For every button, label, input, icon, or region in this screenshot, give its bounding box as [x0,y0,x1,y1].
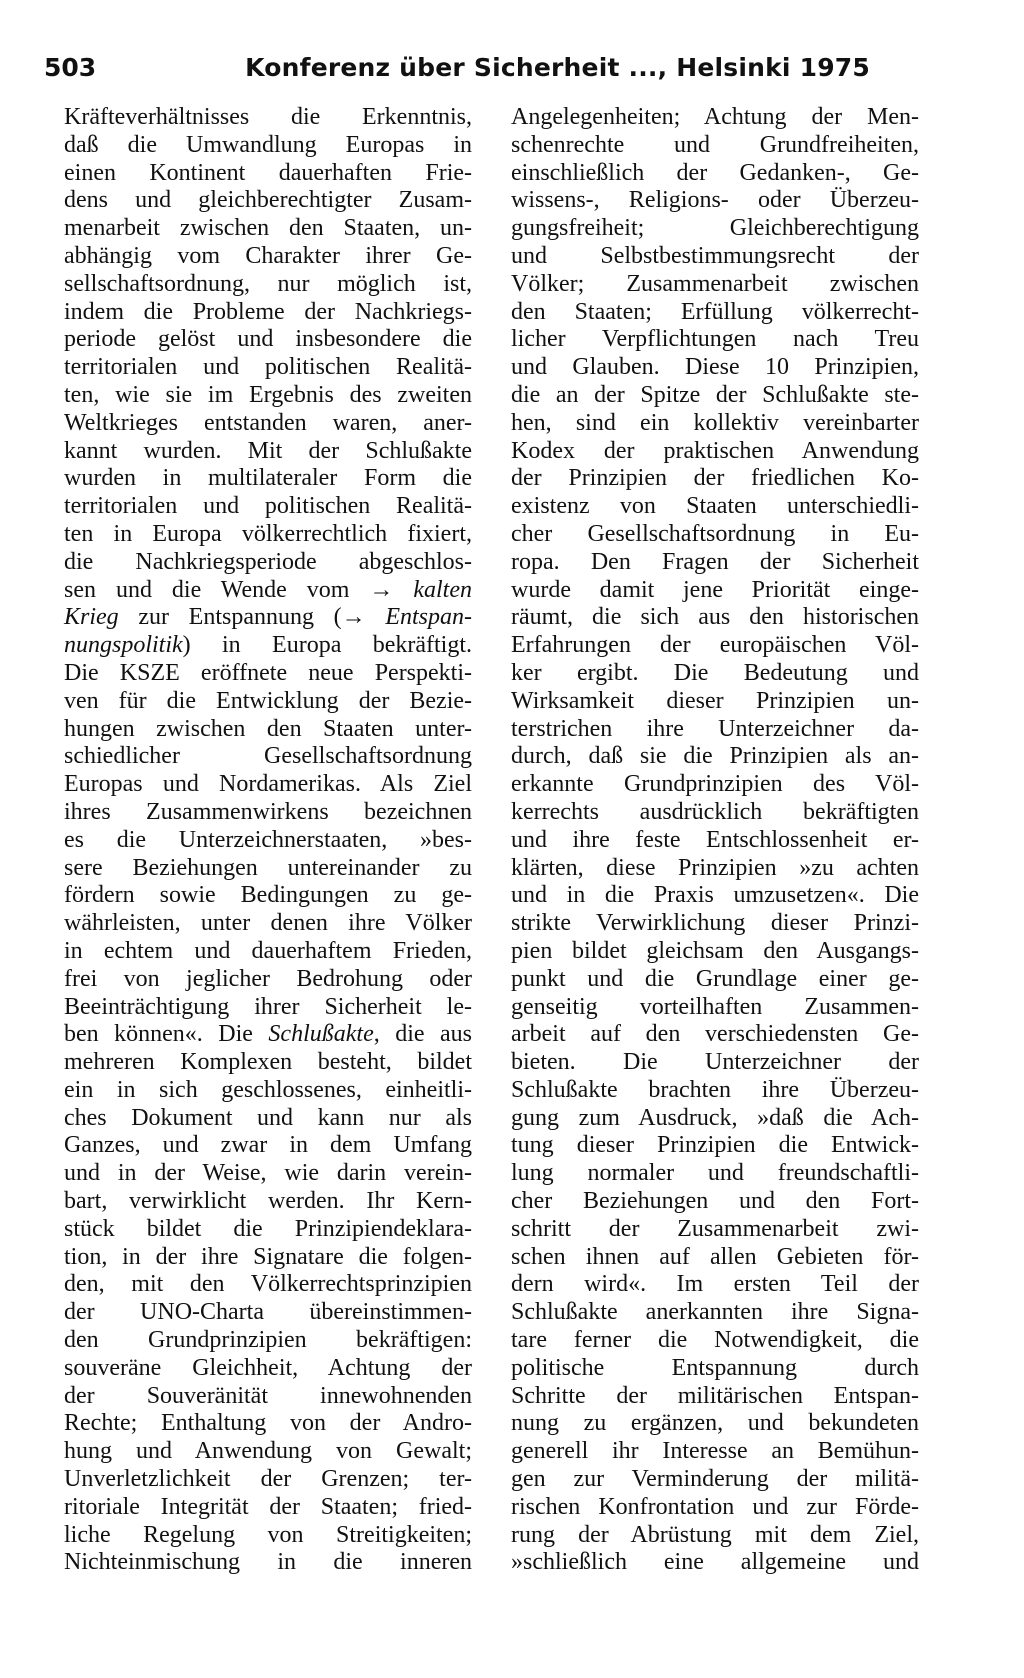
text-column-right [511,104,919,1577]
text-line [511,577,919,605]
text-segment: Europas und Nordamerikas. Als Ziel [64,771,472,798]
text-line [64,938,472,966]
text-line [64,1438,472,1466]
text-segment: wurde damit jene Priorität einge- [511,576,919,603]
text-segment: zur Entspannung (→ [118,604,386,631]
text-segment: Nichteinmischung in die inneren [64,1549,472,1576]
text-segment: klärten, diese Prinzipien »zu achten [511,854,919,881]
text-segment: ven für die Entwicklung der Bezie- [64,687,472,714]
text-segment: tare ferner die Notwendigkeit, die [511,1327,919,1354]
text-line [64,604,472,632]
text-line [511,326,919,354]
text-line [511,187,919,215]
text-line [511,910,919,938]
text-segment: erkannte Grundprinzipien des Völ- [511,771,919,798]
text-segment: hen, sind ein kollektiv vereinbarter [511,409,919,436]
text-segment: Kodex der praktischen Anwendung [511,437,919,464]
text-segment: tung dieser Prinzipien die Entwick- [511,1132,919,1159]
text-line [511,271,919,299]
text-segment: gen zur Verminderung der militä- [511,1466,919,1493]
text-segment: wurden in multilateraler Form die [64,465,472,492]
text-segment: Weltkrieges entstanden waren, aner- [64,409,472,436]
text-segment: Die KSZE eröffnete neue Perspekti- [64,659,472,686]
text-line [511,1494,919,1522]
text-line [64,910,472,938]
text-line [64,1021,472,1049]
text-line [511,1327,919,1355]
text-segment: einen Kontinent dauerhaften Frie- [64,159,472,186]
text-line [64,1188,472,1216]
text-line [511,1438,919,1466]
text-segment: Schlußakte anerkannten ihre Signa- [511,1299,919,1326]
text-segment: kannt wurden. Mit der Schlußakte [64,437,472,464]
text-segment: abhängig vom Charakter ihrer Ge- [64,242,472,269]
text-line [64,1244,472,1272]
text-line [511,1244,919,1272]
text-line [511,1077,919,1105]
text-line [64,438,472,466]
text-segment: menarbeit zwischen den Staaten, un- [64,215,472,242]
text-segment: , die aus [373,1021,472,1048]
text-line [511,1355,919,1383]
text-segment: mehreren Komplexen besteht, bildet [64,1049,472,1076]
text-line [64,1383,472,1411]
text-segment: währleisten, unter denen ihre Völker [64,910,472,937]
italic-term: Entspan- [385,604,472,631]
text-segment: stück bildet die Prinzipiendeklara- [64,1215,472,1242]
text-segment: schiedlicher Gesellschaftsordnung [64,743,472,770]
text-segment: schen ihnen auf allen Gebieten för- [511,1243,919,1270]
text-line [64,549,472,577]
text-segment: die Nachkriegsperiode abgeschlos- [64,548,472,575]
text-segment: ein in sich geschlossenes, einheitli- [64,1076,472,1103]
text-line [64,382,472,410]
text-segment: liche Regelung von Streitigkeiten; [64,1521,472,1548]
text-line [64,771,472,799]
text-segment: ker ergibt. Die Bedeutung und [511,659,919,686]
text-segment: Völker; Zusammenarbeit zwischen [511,270,919,297]
text-segment: dern wird«. Im ersten Teil der [511,1271,919,1298]
text-segment: ben können«. Die [64,1021,269,1048]
text-segment: der Prinzipien der friedlichen Ko- [511,465,919,492]
text-segment: den, mit den Völkerrechtsprinzipien [64,1271,472,1298]
text-segment: Beeinträchtigung ihrer Sicherheit le- [64,993,472,1020]
text-segment: politische Entspannung durch [511,1354,919,1381]
text-line [64,743,472,771]
text-line [64,994,472,1022]
text-segment: indem die Probleme der Nachkriegs- [64,298,472,325]
text-segment: terstrichen ihre Unterzeichner da- [511,715,919,742]
text-line [511,1049,919,1077]
text-line [64,799,472,827]
text-segment: lung normaler und freundschaftli- [511,1160,919,1187]
text-segment: generell ihr Interesse an Bemühun- [511,1438,919,1465]
text-segment: Ganzes, und zwar in dem Umfang [64,1132,472,1159]
text-line [511,827,919,855]
text-line [64,966,472,994]
text-line [64,299,472,327]
text-segment: hungen zwischen den Staaten unter- [64,715,472,742]
text-line [511,438,919,466]
text-segment: und in die Praxis umzusetzen«. Die [511,882,919,909]
text-line [511,493,919,521]
text-line [64,716,472,744]
text-segment: ches Dokument und kann nur als [64,1104,472,1131]
text-line [511,1299,919,1327]
text-segment: es die Unterzeichnerstaaten, »bes- [64,826,472,853]
text-line [64,160,472,188]
text-segment: ihres Zusammenwirkens bezeichnen [64,798,472,825]
text-segment: rung der Abrüstung mit dem Ziel, [511,1521,919,1548]
page-header [44,48,870,88]
text-line [64,688,472,716]
text-line [511,1105,919,1133]
text-segment: arbeit auf den verschiedensten Ge- [511,1021,919,1048]
text-line [511,938,919,966]
text-segment: wissens-, Religions- oder Überzeu- [511,187,919,214]
text-line [511,716,919,744]
text-line [511,465,919,493]
text-segment: ropa. Den Fragen der Sicherheit [511,548,919,575]
text-segment: und ihre feste Entschlossenheit er- [511,826,919,853]
text-line [64,1049,472,1077]
text-segment: bieten. Die Unterzeichner der [511,1049,919,1076]
text-segment: Unverletzlichkeit der Grenzen; ter- [64,1466,472,1493]
text-line [64,1494,472,1522]
text-segment: ritoriale Integrität der Staaten; fried- [64,1493,472,1520]
text-segment: gungsfreiheit; Gleichberechtigung [511,215,919,242]
text-segment: Schritte der militärischen Entspan- [511,1382,919,1409]
text-line [511,604,919,632]
text-line [64,660,472,688]
text-segment: räumt, die sich aus den historischen [511,604,919,631]
text-line [64,827,472,855]
text-line [511,1132,919,1160]
text-segment: ) in Europa bekräftigt. [182,632,472,659]
text-line [511,132,919,160]
text-line [64,215,472,243]
text-segment: tion, in der ihre Signatare die folgen- [64,1243,472,1270]
text-segment: in echtem und dauerhaftem Frieden, [64,937,472,964]
text-segment: Kräfteverhältnisses die Erkenntnis, [64,104,472,130]
text-line [511,771,919,799]
text-line [511,549,919,577]
text-line [511,743,919,771]
text-segment: und Glauben. Diese 10 Prinzipien, [511,354,919,381]
text-line [511,410,919,438]
italic-term: nungspolitik [64,632,183,659]
text-line [64,187,472,215]
page-number: 503 [44,53,97,82]
text-segment: einschließlich der Gedanken-, Ge- [511,159,919,186]
text-line [64,1216,472,1244]
text-line [511,1410,919,1438]
text-line [64,410,472,438]
text-segment: durch, daß sie die Prinzipien als an- [511,743,919,770]
text-line [64,632,472,660]
text-line [64,882,472,910]
text-segment: cher Beziehungen und den Fort- [511,1188,919,1215]
text-line [64,1271,472,1299]
text-line [511,1466,919,1494]
text-segment: und Selbstbestimmungsrecht der [511,242,919,269]
text-line [511,1021,919,1049]
text-segment: Erfahrungen der europäischen Völ- [511,632,919,659]
italic-term: Krieg [64,604,119,631]
text-segment: »schließlich eine allgemeine und [511,1549,919,1576]
text-segment: schenrechte und Grundfreiheiten, [511,131,919,158]
text-line [64,1410,472,1438]
text-segment: nung zu ergänzen, und bekundeten [511,1410,919,1437]
text-line [511,1160,919,1188]
text-segment: bart, verwirklicht werden. Ihr Kern- [64,1188,472,1215]
text-segment: kerrechts ausdrücklich bekräftigten [511,798,919,825]
text-line [511,855,919,883]
text-segment: der Souveränität innewohnenden [64,1382,472,1409]
text-segment: daß die Umwandlung Europas in [64,131,472,158]
text-segment: gung zum Ausdruck, »daß die Ach- [511,1104,919,1131]
italic-term: Schlußakte [268,1021,374,1048]
text-line [511,521,919,549]
running-head: Konferenz über Sicherheit ..., Helsinki 1975 [245,53,870,82]
text-segment: Rechte; Enthaltung von der Andro- [64,1410,472,1437]
text-segment: sellschaftsordnung, nur möglich ist, [64,270,472,297]
text-line [511,632,919,660]
text-line [64,1549,472,1577]
text-segment: der UNO-Charta übereinstimmen- [64,1299,472,1326]
text-line [64,1105,472,1133]
text-segment: und in der Weise, wie darin verein- [64,1160,472,1187]
text-line [64,1299,472,1327]
text-line [511,104,919,132]
text-segment: genseitig vorteilhaften Zusammen- [511,993,919,1020]
text-line [64,243,472,271]
text-line [511,160,919,188]
text-segment: fördern sowie Bedingungen zu ge- [64,882,472,909]
text-segment: frei von jeglicher Bedrohung oder [64,965,472,992]
text-segment: territorialen und politischen Realitä- [64,354,472,381]
text-line [64,577,472,605]
text-line [64,1522,472,1550]
text-line [64,132,472,160]
text-segment: Schlußakte brachten ihre Überzeu- [511,1076,919,1103]
text-line [511,660,919,688]
text-segment: den Staaten; Erfüllung völkerrecht- [511,298,919,325]
text-line [64,326,472,354]
text-segment: punkt und die Grundlage einer ge- [511,965,919,992]
text-segment: periode gelöst und insbesondere die [64,326,472,353]
text-segment: hung und Anwendung von Gewalt; [64,1438,472,1465]
text-line [64,1160,472,1188]
text-segment: licher Verpflichtungen nach Treu [511,326,919,353]
text-segment: sere Beziehungen untereinander zu [64,854,472,881]
text-line [64,493,472,521]
text-line [511,215,919,243]
text-segment: Angelegenheiten; Achtung der Men- [511,104,919,130]
text-line [64,354,472,382]
text-line [511,966,919,994]
text-segment: territorialen und politischen Realitä- [64,493,472,520]
text-line [64,521,472,549]
text-line [511,1188,919,1216]
text-line [511,1216,919,1244]
text-line [511,1383,919,1411]
text-line [64,271,472,299]
text-segment: souveräne Gleichheit, Achtung der [64,1354,472,1381]
text-segment: dens und gleichberechtigter Zusam- [64,187,472,214]
text-line [511,1549,919,1577]
text-segment: die an der Spitze der Schlußakte ste- [511,381,919,408]
text-line [511,354,919,382]
text-line [64,855,472,883]
text-segment: rischen Konfrontation und zur Förde- [511,1493,919,1520]
text-line [511,799,919,827]
text-line [511,994,919,1022]
text-line [64,1466,472,1494]
text-segment: pien bildet gleichsam den Ausgangs- [511,937,919,964]
text-segment: cher Gesellschaftsordnung in Eu- [511,520,919,547]
text-line [64,465,472,493]
text-segment: strikte Verwirklichung dieser Prinzi- [511,910,919,937]
text-segment: Wirksamkeit dieser Prinzipien un- [511,687,919,714]
text-line [511,299,919,327]
text-line [64,1132,472,1160]
text-line [64,1327,472,1355]
text-line [511,1271,919,1299]
text-line [511,1522,919,1550]
text-line [64,1077,472,1105]
text-line [64,104,472,132]
text-segment: schritt der Zusammenarbeit zwi- [511,1215,919,1242]
italic-term: kalten [413,576,472,603]
text-segment: sen und die Wende vom → [64,576,414,603]
text-segment: ten in Europa völkerrechtlich fixiert, [64,520,472,547]
text-segment: den Grundprinzipien bekräftigen: [64,1327,472,1354]
text-line [511,243,919,271]
text-line [511,882,919,910]
text-line [64,1355,472,1383]
text-line [511,382,919,410]
text-column-left [64,104,472,1577]
text-line [511,688,919,716]
text-segment: existenz von Staaten unterschiedli- [511,493,919,520]
text-segment: ten, wie sie im Ergebnis des zweiten [64,381,472,408]
